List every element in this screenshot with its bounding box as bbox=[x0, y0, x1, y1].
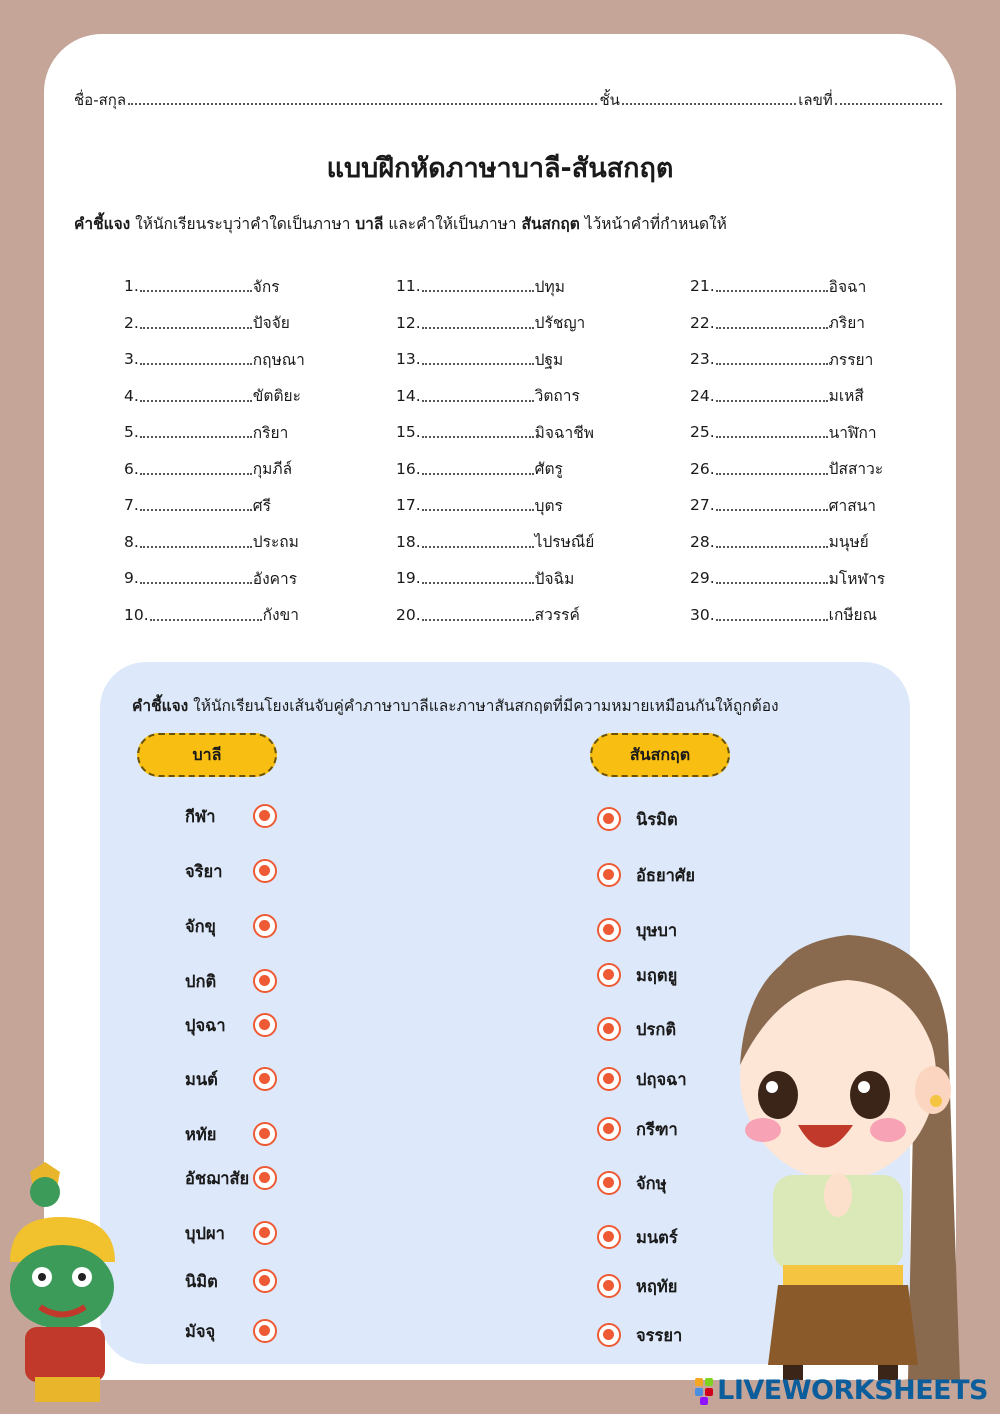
question-word: ปัจฉิม bbox=[534, 569, 575, 588]
answer-blank[interactable] bbox=[140, 572, 252, 584]
name-blank[interactable] bbox=[128, 91, 597, 105]
liveworksheets-logo bbox=[695, 1375, 988, 1406]
question-word: สวรรค์ bbox=[534, 606, 580, 625]
instruction-bold: คำชี้แจง bbox=[132, 697, 189, 715]
question-row bbox=[690, 560, 885, 597]
answer-blank[interactable] bbox=[422, 426, 534, 438]
pali-word: จริยา bbox=[185, 862, 223, 881]
question-word: ปรัชญา bbox=[534, 314, 586, 333]
liveworksheets-mark-icon bbox=[695, 1378, 713, 1404]
pali-word: หทัย bbox=[185, 1125, 217, 1144]
thai-girl-illustration bbox=[728, 925, 960, 1380]
logo-text: LIVEWORKSHEETS bbox=[717, 1375, 988, 1406]
yak-giant-illustration bbox=[0, 1162, 150, 1402]
pali-connector-dot[interactable] bbox=[253, 1013, 277, 1037]
question-row bbox=[690, 487, 885, 524]
question-row bbox=[690, 341, 885, 378]
question-row bbox=[124, 378, 305, 415]
answer-blank[interactable] bbox=[716, 353, 828, 365]
pali-word: กีฬา bbox=[185, 807, 216, 826]
pali-word: บุปผา bbox=[185, 1224, 225, 1243]
sanskrit-word: กรีฑา bbox=[636, 1120, 678, 1139]
question-row bbox=[396, 378, 594, 415]
question-word: ศัตรู bbox=[534, 460, 563, 479]
question-word: นาฬิกา bbox=[828, 423, 877, 442]
question-number: 7. bbox=[124, 496, 139, 515]
question-column-3 bbox=[690, 268, 885, 633]
sanskrit-connector-dot[interactable] bbox=[597, 1225, 621, 1249]
pali-connector-dot[interactable] bbox=[253, 1221, 277, 1245]
question-word: ขัตติยะ bbox=[252, 387, 301, 406]
answer-blank[interactable] bbox=[422, 280, 534, 292]
student-info-line bbox=[74, 88, 944, 112]
answer-blank[interactable] bbox=[716, 280, 828, 292]
question-word: วิตถาร bbox=[534, 387, 580, 406]
sanskrit-word: มนตร์ bbox=[636, 1228, 678, 1247]
answer-blank[interactable] bbox=[422, 572, 534, 584]
class-label: ชั้น bbox=[599, 91, 620, 109]
question-word: ปัจจัย bbox=[252, 314, 290, 333]
answer-blank[interactable] bbox=[140, 353, 252, 365]
sanskrit-connector-dot[interactable] bbox=[597, 918, 621, 942]
question-row bbox=[124, 597, 305, 634]
question-row bbox=[396, 487, 594, 524]
instruction-bold: บาลี bbox=[355, 215, 384, 233]
question-word: ภรรยา bbox=[828, 350, 874, 369]
question-row bbox=[396, 597, 594, 634]
question-number: 24. bbox=[690, 386, 715, 405]
pali-word: ปุจฉา bbox=[185, 1016, 226, 1035]
question-row bbox=[396, 451, 594, 488]
question-number: 5. bbox=[124, 423, 139, 442]
question-row bbox=[690, 524, 885, 561]
answer-blank[interactable] bbox=[140, 536, 252, 548]
question-word: กังขา bbox=[262, 606, 299, 625]
sanskrit-connector-dot[interactable] bbox=[597, 1117, 621, 1141]
question-row bbox=[124, 487, 305, 524]
answer-blank[interactable] bbox=[422, 317, 534, 329]
pali-header-pill: บาลี bbox=[137, 733, 277, 777]
question-number: 8. bbox=[124, 532, 139, 551]
question-number: 19. bbox=[396, 569, 421, 588]
question-row bbox=[690, 451, 885, 488]
instruction-2 bbox=[132, 693, 779, 718]
question-word: ประถม bbox=[252, 533, 299, 552]
sanskrit-word: จักษุ bbox=[636, 1174, 667, 1193]
sanskrit-word: อัธยาศัย bbox=[636, 866, 696, 885]
answer-blank[interactable] bbox=[716, 426, 828, 438]
pali-word: มนต์ bbox=[185, 1070, 218, 1089]
question-row bbox=[690, 597, 885, 634]
answer-blank[interactable] bbox=[716, 572, 828, 584]
question-number: 11. bbox=[396, 277, 421, 296]
question-word: ภริยา bbox=[828, 314, 865, 333]
sanskrit-connector-dot[interactable] bbox=[597, 1323, 621, 1347]
pali-connector-dot[interactable] bbox=[253, 1122, 277, 1146]
pali-connector-dot[interactable] bbox=[253, 1269, 277, 1293]
question-row bbox=[124, 414, 305, 451]
answer-blank[interactable] bbox=[140, 463, 252, 475]
answer-blank[interactable] bbox=[140, 280, 252, 292]
question-row bbox=[396, 524, 594, 561]
question-row bbox=[396, 305, 594, 342]
answer-blank[interactable] bbox=[716, 609, 828, 621]
question-word: อิจฉา bbox=[828, 277, 867, 296]
question-number: 23. bbox=[690, 350, 715, 369]
question-row bbox=[124, 305, 305, 342]
question-row bbox=[690, 268, 885, 305]
sanskrit-connector-dot[interactable] bbox=[597, 863, 621, 887]
pali-word: อัชฌาสัย bbox=[185, 1169, 250, 1188]
question-row bbox=[124, 524, 305, 561]
question-number: 16. bbox=[396, 459, 421, 478]
pali-connector-dot[interactable] bbox=[253, 1319, 277, 1343]
sanskrit-header-pill: สันสกฤต bbox=[590, 733, 730, 777]
question-number: 13. bbox=[396, 350, 421, 369]
sanskrit-connector-dot[interactable] bbox=[597, 963, 621, 987]
pali-connector-dot[interactable] bbox=[253, 1067, 277, 1091]
question-word: อังคาร bbox=[252, 569, 298, 588]
sanskrit-connector-dot[interactable] bbox=[597, 1274, 621, 1298]
instruction-bold: สันสกฤต bbox=[521, 215, 580, 233]
sanskrit-connector-dot[interactable] bbox=[597, 1171, 621, 1195]
answer-blank[interactable] bbox=[422, 353, 534, 365]
pali-connector-dot[interactable] bbox=[253, 859, 277, 883]
question-number: 4. bbox=[124, 386, 139, 405]
question-number: 26. bbox=[690, 459, 715, 478]
pali-connector-dot[interactable] bbox=[253, 1166, 277, 1190]
question-row bbox=[124, 560, 305, 597]
sanskrit-word: ปรกติ bbox=[636, 1020, 677, 1039]
answer-blank[interactable] bbox=[716, 499, 828, 511]
question-row bbox=[690, 414, 885, 451]
question-row bbox=[690, 305, 885, 342]
sanskrit-word: นิรมิต bbox=[636, 810, 678, 829]
question-row bbox=[124, 341, 305, 378]
sanskrit-word: มฤตยู bbox=[636, 966, 678, 985]
instruction-bold: คำชี้แจง bbox=[74, 215, 131, 233]
question-number: 2. bbox=[124, 313, 139, 332]
question-number: 29. bbox=[690, 569, 715, 588]
sanskrit-word: หฤทัย bbox=[636, 1277, 678, 1296]
question-word: ปัสสาวะ bbox=[828, 460, 884, 479]
pali-connector-dot[interactable] bbox=[253, 804, 277, 828]
answer-blank[interactable] bbox=[140, 390, 252, 402]
question-word: เกษียณ bbox=[828, 606, 878, 625]
sanskrit-connector-dot[interactable] bbox=[597, 1067, 621, 1091]
answer-blank[interactable] bbox=[422, 499, 534, 511]
question-row bbox=[396, 560, 594, 597]
answer-blank[interactable] bbox=[140, 317, 252, 329]
instruction-text: ไว้หน้าคำที่กำหนดให้ bbox=[579, 215, 727, 233]
pali-connector-dot[interactable] bbox=[253, 969, 277, 993]
pali-word: จักขุ bbox=[185, 917, 216, 936]
instruction-1 bbox=[74, 211, 727, 236]
question-word: ไปรษณีย์ bbox=[534, 533, 595, 552]
answer-blank[interactable] bbox=[140, 499, 252, 511]
page-title: แบบฝึกหัดภาษาบาลี-สันสกฤต bbox=[326, 153, 674, 184]
question-word: ศรี bbox=[252, 496, 271, 515]
question-column-1 bbox=[124, 268, 305, 633]
question-row bbox=[396, 341, 594, 378]
question-number: 15. bbox=[396, 423, 421, 442]
pali-connector-dot[interactable] bbox=[253, 914, 277, 938]
question-number: 9. bbox=[124, 569, 139, 588]
answer-blank[interactable] bbox=[716, 317, 828, 329]
question-number: 20. bbox=[396, 605, 421, 624]
pali-word: ปกติ bbox=[185, 972, 217, 991]
answer-blank[interactable] bbox=[716, 463, 828, 475]
question-number: 30. bbox=[690, 605, 715, 624]
question-word: ปฐม bbox=[534, 350, 564, 369]
answer-blank[interactable] bbox=[140, 426, 252, 438]
question-row bbox=[396, 414, 594, 451]
question-row bbox=[124, 451, 305, 488]
answer-blank[interactable] bbox=[422, 536, 534, 548]
number-label: เลขที่ bbox=[798, 91, 833, 109]
question-number: 17. bbox=[396, 496, 421, 515]
question-word: ศาสนา bbox=[828, 496, 876, 515]
question-number: 18. bbox=[396, 532, 421, 551]
pali-word: นิมิต bbox=[185, 1272, 218, 1291]
question-row bbox=[124, 268, 305, 305]
question-word: บุตร bbox=[534, 496, 563, 515]
instruction-text: ให้นักเรียนโยงเส้นจับคู่คำภาษาบาลีและภาษาสันสกฤตที่มีความหมายเหมือนกันให้ถูกต้อง bbox=[188, 697, 779, 715]
question-number: 6. bbox=[124, 459, 139, 478]
question-word: มโหฬาร bbox=[828, 569, 886, 588]
sanskrit-connector-dot[interactable] bbox=[597, 1017, 621, 1041]
question-number: 22. bbox=[690, 313, 715, 332]
answer-blank[interactable] bbox=[422, 390, 534, 402]
question-number: 21. bbox=[690, 277, 715, 296]
instruction-text: และคำให้เป็นภาษา bbox=[383, 215, 522, 233]
answer-blank[interactable] bbox=[716, 536, 828, 548]
question-number: 10. bbox=[124, 605, 149, 624]
sanskrit-connector-dot[interactable] bbox=[597, 807, 621, 831]
question-row bbox=[690, 378, 885, 415]
question-number: 28. bbox=[690, 532, 715, 551]
sanskrit-word: จรรยา bbox=[636, 1326, 683, 1345]
instruction-text: ให้นักเรียนระบุว่าคำใดเป็นภาษา bbox=[130, 215, 356, 233]
answer-blank[interactable] bbox=[150, 609, 262, 621]
question-number: 3. bbox=[124, 350, 139, 369]
name-label: ชื่อ-สกุล bbox=[74, 91, 127, 109]
question-number: 1. bbox=[124, 277, 139, 296]
pali-word: มัจจุ bbox=[185, 1322, 216, 1341]
question-row bbox=[396, 268, 594, 305]
question-number: 12. bbox=[396, 313, 421, 332]
question-word: กุมภีล์ bbox=[252, 460, 293, 479]
sanskrit-word: บุษบา bbox=[636, 921, 678, 940]
question-word: มเหสี bbox=[828, 387, 864, 406]
question-word: มิจฉาชีพ bbox=[534, 423, 594, 442]
question-number: 14. bbox=[396, 386, 421, 405]
question-word: ปทุม bbox=[534, 277, 565, 296]
question-word: จักร bbox=[252, 277, 280, 296]
question-number: 25. bbox=[690, 423, 715, 442]
question-word: กริยา bbox=[252, 423, 289, 442]
number-blank[interactable] bbox=[835, 91, 942, 105]
answer-blank[interactable] bbox=[422, 609, 534, 621]
question-number: 27. bbox=[690, 496, 715, 515]
answer-blank[interactable] bbox=[422, 463, 534, 475]
class-blank[interactable] bbox=[622, 91, 796, 105]
question-column-2 bbox=[396, 268, 594, 633]
sanskrit-word: ปฤจฉา bbox=[636, 1070, 687, 1089]
question-word: กฤษณา bbox=[252, 350, 305, 369]
question-word: มนุษย์ bbox=[828, 533, 869, 552]
answer-blank[interactable] bbox=[716, 390, 828, 402]
